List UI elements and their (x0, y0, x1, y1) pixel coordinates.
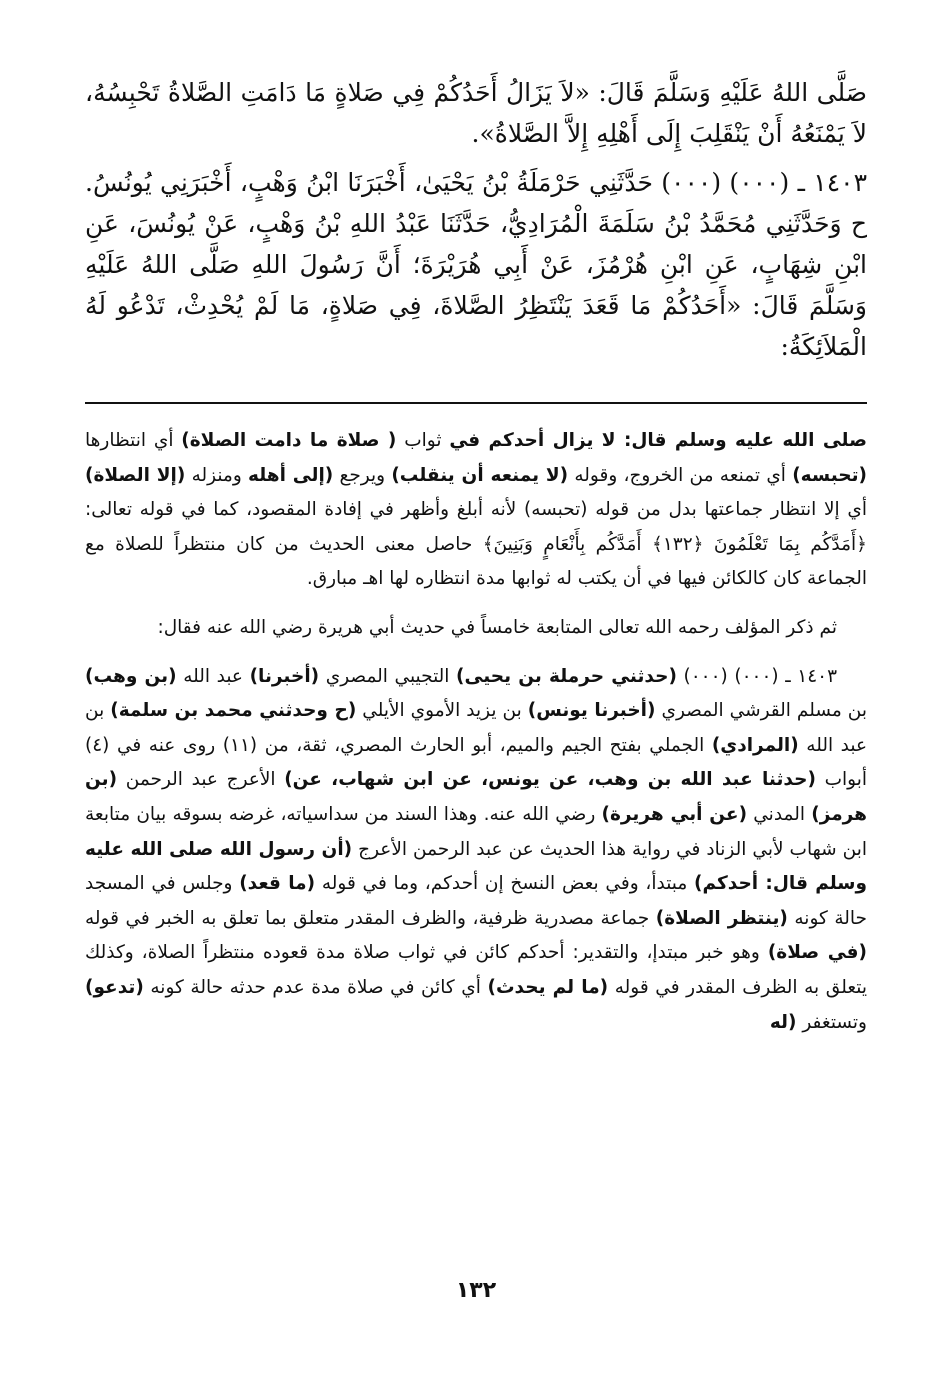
commentary-text: ويرجع (333, 464, 392, 486)
quoted-text: ( صلاة ما دامت الصلاة) (181, 430, 397, 451)
commentary-text: عبد الله (176, 665, 250, 687)
hadith-paragraph-1: صَلَّى اللهُ عَلَيْهِ وَسَلَّمَ قَالَ: «لاَ يَزَالُ أَحَدُكُمْ فِي صَلاةٍ مَا دَامَتِ الصَّلاةُ تَحْبِسُهُ، لاَ يَمْنَعُهُ أَنْ يَنْقَلِبَ إِلَى أَهْلِهِ إِلاَّ الصَّلاةُ». (85, 78, 867, 148)
commentary-text: وتستغفر (796, 1011, 867, 1033)
hadith-text (85, 72, 867, 367)
commentary-text: التجيبي المصري (319, 665, 457, 687)
commentary-text: أي كائن في صلاة مدة عدم حدثه حالة كونه (143, 976, 488, 998)
quoted-text: (بن هرمز) (85, 769, 867, 825)
page-number: ١٣٢ (455, 1278, 497, 1303)
quoted-text: (أخبرنا يونس) (527, 700, 656, 722)
quoted-text: صلى الله عليه وسلم قال: لا يزال أحدكم في (449, 430, 867, 451)
quoted-text: (ح وحدثني محمد بن سلمة (118, 700, 357, 722)
commentary-text: بن يزيد الأموي الأيلي (356, 700, 528, 722)
quoted-text: (بن وهب) (85, 665, 177, 687)
quoted-text: (تدعو) (85, 976, 144, 998)
commentary-paragraph-2: ثم ذكر المؤلف رحمه الله تعالى المتابعة خامساً في حديث أبي هريرة رضي الله عنه فقال: (157, 616, 837, 638)
quoted-text: (ينتظر الصلاة) (655, 907, 788, 929)
quoted-text: (أخبرنا) (249, 665, 320, 687)
commentary-text: وجلس في المسجد حالة كونه (85, 873, 867, 929)
hadith-paragraph-2: ١٤٠٣ ـ (٠٠٠) (٠٠٠) حَدَّثَنِي حَرْمَلَةُ بْنُ يَحْيَىٰ، أَخْبَرَنَا ابْنُ وَهْبٍ، أَخْبَرَنِي يُونُسُ. ح وَحَدَّثَنِي مُحَمَّدُ بْنُ سَلَمَةَ الْمُرَادِيُّ، حَدَّثَنَا عَبْدُ اللهِ بْنُ وَهْبٍ، عَنْ يُونُسَ، عَنِ ابْنِ شِهَابٍ، عَنِ ابْنِ هُرْمُزَ، عَنْ أَبِي هُرَيْرَةَ؛ أَنَّ رَسُولَ اللهِ صَلَّى اللهُ عَلَيْهِ وَسَلَّمَ قَالَ: «أَحَدُكُمْ مَا قَعَدَ يَنْتَظِرُ الصَّلاةَ، فِي صَلاةٍ، مَا لَمْ يُحْدِثْ، تَدْعُو لَهُ الْمَلاَئِكَةُ: (85, 168, 867, 361)
commentary-text: بن مسلم القرشي المصري (655, 700, 868, 722)
commentary-text: أي تمنعه من الخروج، وقوله (568, 464, 793, 486)
book-page (85, 72, 867, 1379)
commentary-text: المدني (747, 803, 812, 825)
commentary-text: أي انتظارها (85, 430, 182, 451)
quoted-text: (له (769, 1011, 797, 1033)
commentary-paragraph-3 (85, 660, 867, 1041)
quoted-text: (أن رسول الله صلى الله عليه وسلم قال: أحدكم) (85, 838, 867, 895)
quoted-text: (ما قعد) (239, 873, 316, 895)
quoted-text: (تحبسه) (792, 464, 867, 486)
quoted-text: ) (110, 700, 119, 722)
commentary (85, 424, 867, 1054)
quoted-text: (عن أبي هريرة) (601, 803, 748, 825)
commentary-text: الجملي بفتح الجيم والميم، أبو الحارث المصري، ثقة، من (١١) روى عنه في (٤) أبواب (85, 734, 867, 791)
footnote-separator (85, 402, 867, 404)
quoted-text: (لا يمنعه أن ينقلب) (391, 464, 569, 486)
commentary-text: الأعرج عبد الرحمن (117, 769, 285, 791)
quoted-text: (المرادي) (711, 734, 799, 756)
commentary-text: وهو خبر مبتدإ، والتقدير: أحدكم كائن في ثواب صلاة مدة قعوده منتظراً الصلاة، وكذلك يتعلق به الظرف المقدر في قوله (85, 942, 868, 998)
commentary-text: ١٤٠٣ ـ (٠٠٠) (٠٠٠) (676, 665, 838, 687)
commentary-paragraph-1 (85, 424, 867, 597)
quoted-text: (إلا الصلاة) (85, 464, 186, 486)
commentary-text: مبتدأ، وفي بعض النسخ إن أحدكم، وما في قوله (315, 873, 695, 895)
commentary-text: جماعة مصدرية ظرفية، والظرف المقدر متعلق بما تعلق به الخبر في قوله (85, 907, 656, 929)
quoted-text: (إلى أهله (248, 464, 334, 486)
commentary-text: رضي الله عنه. وهذا السند من سداسياته، غرضه بسوقه بيان متابعة ابن شهاب لأبي الزناد في رواية هذا الحديث عن عبد الرحمن الأعرج (85, 803, 867, 860)
quoted-text: (في صلاة) (767, 942, 867, 964)
commentary-text: ثواب (396, 430, 450, 451)
quoted-text: (ما لم يحدث) (487, 976, 609, 998)
quoted-text: (حدثني حرملة بن يحيى) (456, 665, 677, 687)
quoted-text: (حدثنا عبد الله بن وهب، عن يونس، عن ابن شهاب، عن) (284, 769, 816, 791)
commentary-text: بن عبد الله (85, 700, 868, 756)
commentary-text: أي إلا انتظار جماعتها بدل من قوله (تحبسه) لأنه أبلغ وأظهر في إفادة المقصود، كما في قوله تعالى: ﴿أَمَدَّكُم بِمَا تَعْلَمُونَ ﴿١٣٢﴾ أَمَدَّكُم بِأَنْعَامٍ وَبَنِينَ﴾ حاصل معنى الحديث من كان منتظراً للصلاة مع الجماعة كان كالكائن فيها في أن يكتب له ثوابها مدة انتظاره لها اهـ مبارق. (85, 499, 867, 590)
commentary-text: ومنزله (185, 464, 249, 486)
